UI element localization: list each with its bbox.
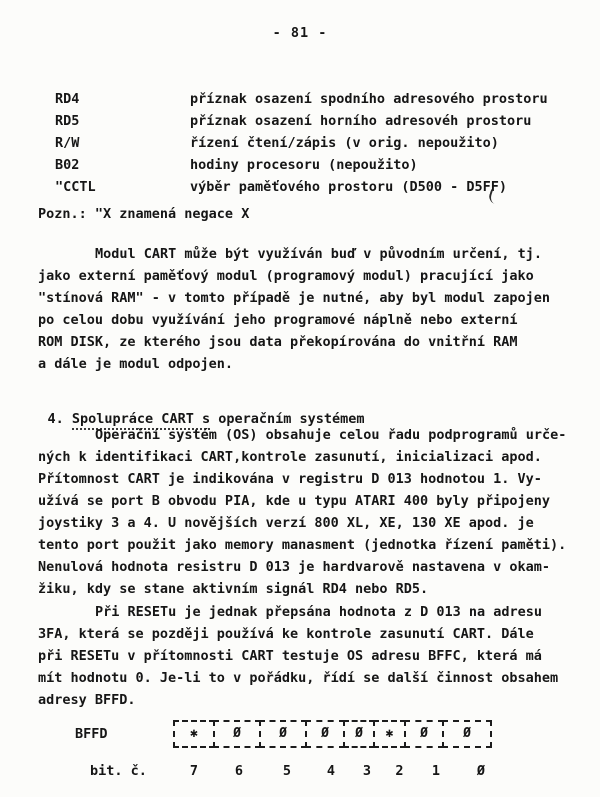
signal-desc: příznak osazení horního adresovéh prostoru	[190, 113, 532, 129]
register-bit-cell: Ø	[442, 720, 492, 748]
register-bit-cell: Ø	[259, 720, 307, 748]
signal-row	[55, 176, 548, 198]
register-bit-cell: Ø	[404, 720, 444, 748]
signal-desc: výběr paměťového prostoru (D500 - D5FF)	[190, 179, 507, 195]
register-bit-cell: Ø	[213, 720, 261, 748]
register-cells	[173, 720, 492, 748]
signal-term: RD5	[55, 113, 80, 129]
text-line: Operační systém (OS) obsahuje celou řadu podprogramů urče-	[95, 427, 567, 443]
register-bit-cell: ✱	[373, 720, 406, 748]
signal-desc: příznak osazení spodního adresového prostoru	[190, 91, 548, 107]
section-title-underlined: Spolupráce CART s	[72, 411, 210, 430]
text-line: ROM DISK, ze kterého jsou data překopírována do vnitřní RAM	[38, 334, 518, 350]
text-line: joystiky 3 a 4. U novějších verzí 800 XL, XE, 130 XE apod. je	[38, 515, 534, 531]
signal-row	[55, 88, 548, 110]
text-line: po celou dobu využívání jeho programové náplně nebo externí	[38, 312, 518, 328]
paragraph-os-detection	[38, 424, 566, 600]
register-address-label: BFFD	[75, 726, 108, 742]
text-line: Přítomnost CART je indikována v registru D 013 hodnotou 1. Vy-	[38, 471, 542, 487]
text-line: Nenulová hodnota resistru D 013 je hardvarově nastavena v okam-	[38, 559, 551, 575]
register-bit-cell: Ø	[343, 720, 375, 748]
signal-term: RD4	[55, 91, 80, 107]
bit-row-label: bit. č.	[90, 763, 147, 779]
bit-number: Ø	[476, 763, 486, 779]
text-line: adresy BFFD.	[38, 692, 136, 708]
bit-number: 3	[362, 763, 372, 779]
signal-list	[55, 88, 548, 198]
section-number: 4.	[47, 411, 72, 427]
bit-number: 5	[282, 763, 292, 779]
signal-desc: řízení čtení/zápis (v orig. nepoužito)	[190, 135, 499, 151]
text-line: 3FA, která se později používá ke kontrole zasunutí CART. Dále	[38, 626, 534, 642]
signal-term: B02	[55, 157, 80, 173]
signal-term: R/W	[55, 135, 80, 151]
bit-number: 7	[189, 763, 199, 779]
signal-term: "CCTL	[55, 179, 96, 195]
text-line: užívá se port B obvodu PIA, kde u typu ATARI 400 byly připojeny	[38, 493, 551, 509]
bit-number: 1	[431, 763, 441, 779]
note-line: Pozn.: "X znamená negace X	[38, 206, 250, 222]
signal-row	[55, 110, 548, 132]
bit-number: 6	[234, 763, 244, 779]
bit-number: 2	[395, 763, 404, 779]
signal-row	[55, 154, 548, 176]
bit-number-row	[90, 760, 506, 782]
text-line: žiku, kdy se stane aktivním signál RD4 nebo RD5.	[38, 581, 429, 597]
bffd-register-diagram	[75, 720, 492, 748]
page-number: - 81 -	[272, 25, 328, 41]
text-line: "stínová RAM" - v tomto případě je nutné, aby byl modul zapojen	[38, 290, 551, 306]
text-line: ných k identifikaci CART,kontrole zasunutí, inicializaci apod.	[38, 449, 542, 465]
text-line: při RESETu v přítomnosti CART testuje OS adresu BFFC, která má	[38, 648, 542, 664]
text-line: jako externí paměťový modul (programový modul) pracující jako	[38, 268, 534, 284]
signal-row	[55, 132, 548, 154]
text-line: Modul CART může být využíván buď v původním určení, tj.	[95, 246, 543, 262]
register-bit-cell: Ø	[305, 720, 345, 748]
bit-number: 4	[326, 763, 336, 779]
paragraph-reset-behavior	[38, 601, 558, 711]
text-line: Při RESETu je jednak přepsána hodnota z D 013 na adresu	[95, 604, 543, 620]
text-line: mít hodnotu 0. Je-li to v pořádku, řídí se další činnost obsahem	[38, 670, 559, 686]
signal-desc: hodiny procesoru (nepoužito)	[190, 157, 418, 173]
text-line: tento port použit jako memory manasment (jednotka řízení paměti).	[38, 537, 567, 553]
section-title-rest: operačním systémem	[210, 411, 365, 427]
register-bit-cell: ✱	[173, 720, 215, 748]
paragraph-cart-usage	[38, 243, 550, 375]
text-line: a dále je modul odpojen.	[38, 356, 234, 372]
